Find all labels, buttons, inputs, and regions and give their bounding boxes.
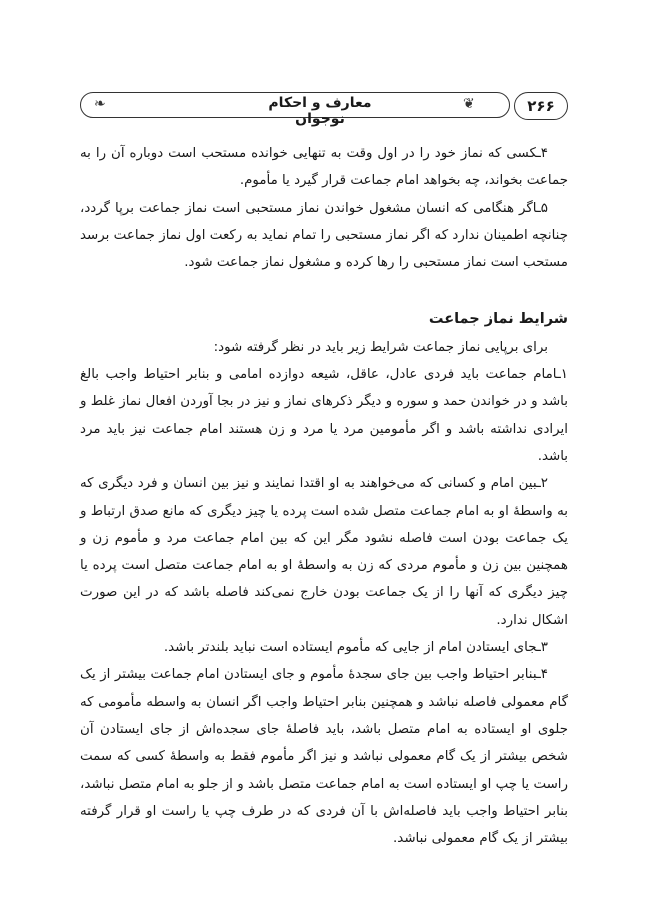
- ornament-left-icon: ❧: [94, 96, 106, 112]
- section-gap: [80, 276, 568, 306]
- list-item: ۱ـامام جماعت باید فردی عادل، عاقل، شیعه دوازده امامی و بنابر احتیاط واجب بالغ باشد و در خواندن حمد و سوره و دیگر ذکرهای نماز و نیز در بجا آوردن افعال نماز غلط و ایرادی نداشته باشد و اگر مأمومین مرد یا مرد و زن هستند امام جماعت نیز باید مرد باشد.: [80, 367, 568, 464]
- page-body: [80, 140, 568, 852]
- paragraph: ۴ـکسی که نماز خود را در اول وقت به تنهایی خوانده مستحب است دوباره آن را به جماعت بخواند، چه بخواهد امام جماعت قرار گیرد یا مأموم.: [80, 146, 568, 189]
- list-item: ۴ـبنابر احتیاط واجب بین جای سجدهٔ مأموم و جای ایستادن امام جماعت بیشتر از یک گام معمولی فاصله نباشد و همچنین بنابر احتیاط واجب اگر انسان به واسطه مأمومی که جلوی او ایستاده به امام متصل باشد، باید فاصلهٔ جای سجده‌اش از جای ایستادن آن شخص بیشتر از یک گام معمولی نباشد و نیز اگر مأموم فقط به واسطهٔ کسی که سمت راست یا چپ او ایستاده است به امام جماعت متصل باشد و از جلو به امام متصل نباشد، بنابر احتیاط واجب باید فاصله‌اش با آن فردی که در طرف چپ یا راست او قرار گرفته بیشتر از یک گام معمولی نباشد.: [80, 667, 568, 847]
- section-intro: برای برپایی نماز جماعت شرایط زیر باید در نظر گرفته شود:: [213, 339, 548, 355]
- page-number: ۲۶۶: [514, 92, 568, 120]
- running-title: معارف و احکام نوجوان: [268, 95, 372, 127]
- page-header: [80, 92, 568, 127]
- list-item: ۲ـبین امام و کسانی که می‌خواهند به او اقتدا نمایند و نیز بین انسان و فرد دیگری که به واسطهٔ او به امام جماعت متصل شده است پرده یا چیز دیگری که مانع صدق ارتباط و یک جماعت بودن است فاصله نشود مگر این که بین امام جماعت مرد و مأموم زن و همچنین بین زن و مأموم مردی که زن به واسطهٔ او به امام جماعت متصل است پرده یا چیز دیگری که آنها را از یک جماعت بودن خارج نمی‌کند فاصله باشد که در این صورت اشکال ندارد.: [80, 476, 568, 628]
- ornament-right-icon: ❦: [463, 96, 475, 112]
- list-item: ۳ـجای ایستادن امام از جایی که مأموم ایستاده است نباید بلندتر باشد.: [163, 640, 548, 656]
- paragraph: ۵ـاگر هنگامی که انسان مشغول خواندن نماز مستحبی است نماز جماعت برپا گردد، چنانچه اطمینان ندارد که اگر نماز مستحبی را تمام نماید به رکعت اول نماز جماعت برسد مستحب است نماز مستحبی را رها کرده و مشغول نماز جماعت شود.: [80, 200, 568, 271]
- section-heading: شرایط نماز جماعت: [428, 311, 568, 328]
